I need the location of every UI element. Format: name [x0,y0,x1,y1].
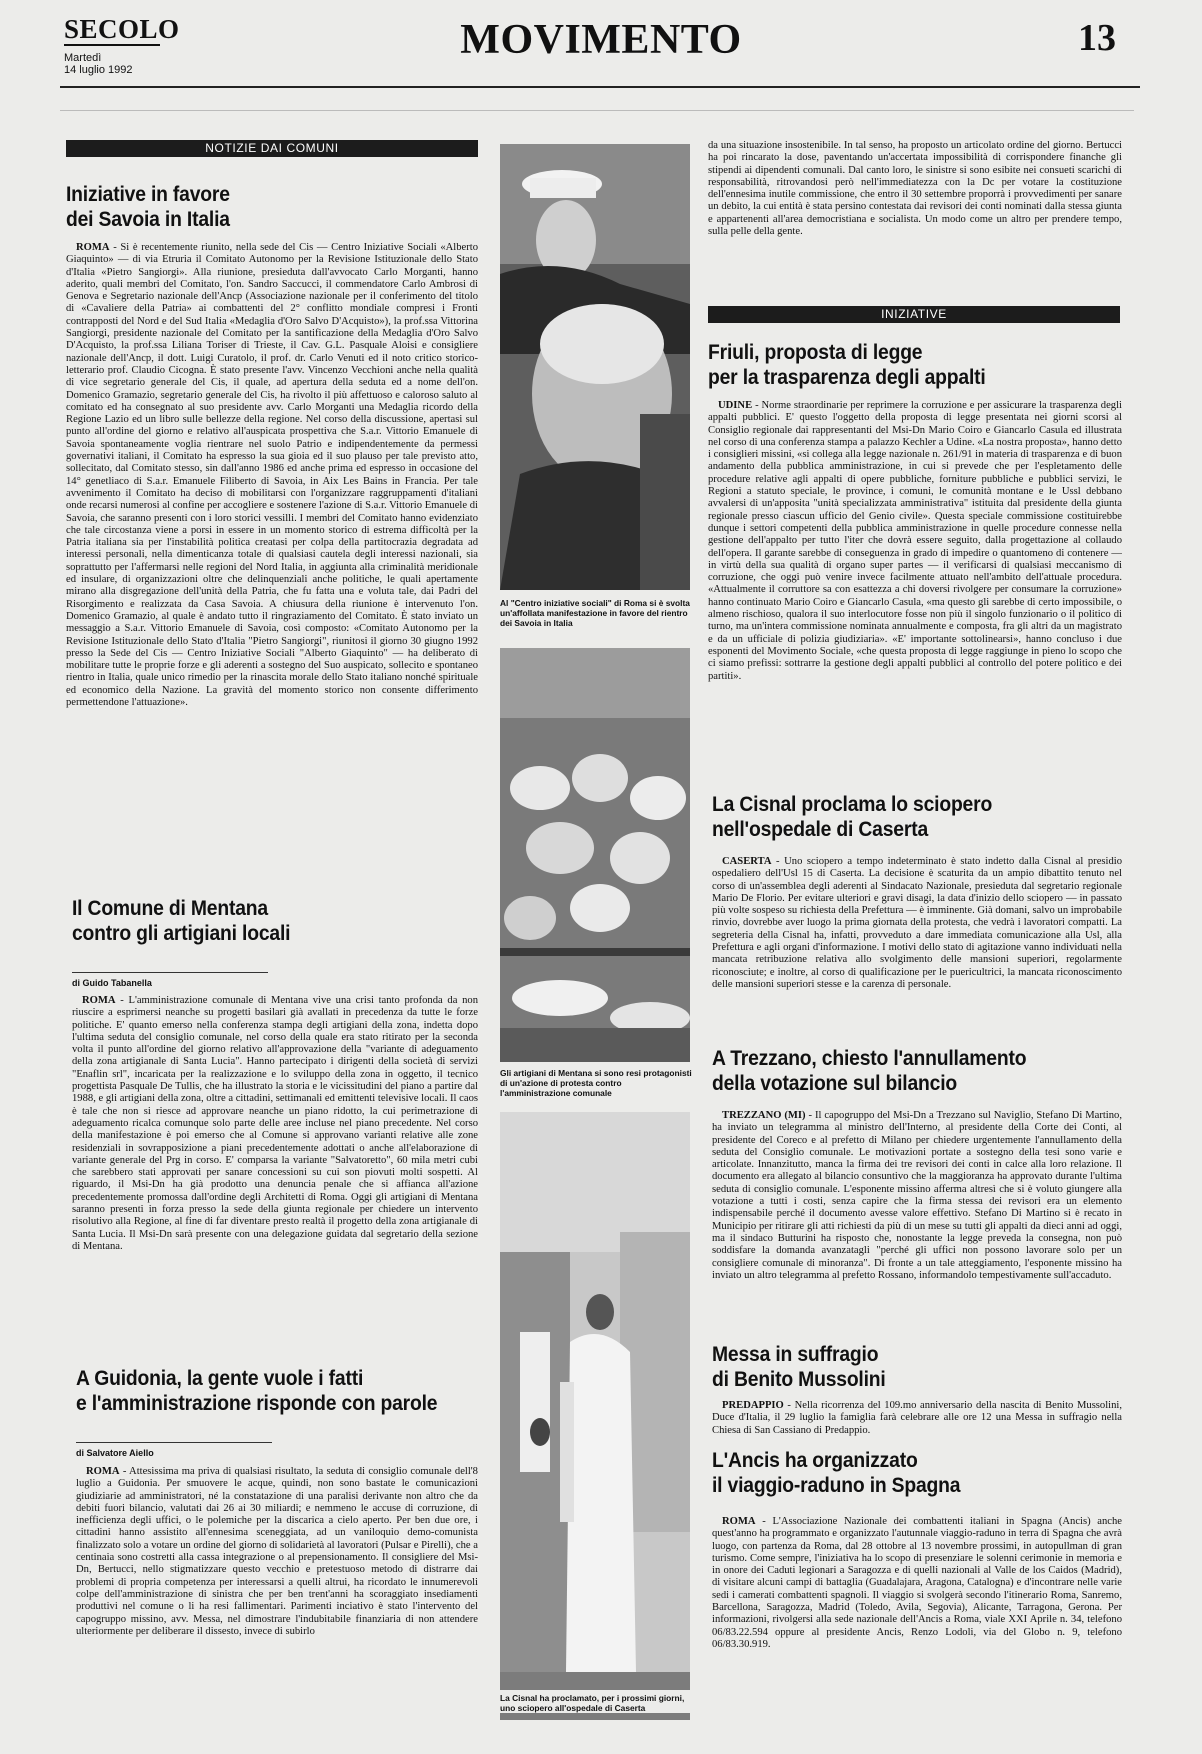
headline-line: A Guidonia, la gente vuole i fatti [76,1367,364,1390]
dateline: PREDAPPIO [722,1400,784,1411]
article-mentana-headline [72,896,472,946]
article-text: Norme straordinarie per reprimere la corruzione e per assicurare la trasparenza degli appalti pubblici. E' questo l'oggetto della proposta di legge presentata nei giorni scorsi al Consiglio regionale dai rappresentanti del Msi-Dn Mario Coiro e Giancarlo Casula ed illustrata nel corso di una conferenza stampa a palazzo Kechler a Udine. «La nostra proposta», hanno detto i consiglieri missini, «si collega alla legge nazionale n. 261/91 in materia di trasparenza e di buon andamento della pubblica amministrazione, in cui si prevede che per l'espletamento delle procedure relative agli appalti di opere pubbliche, forniture pubbliche e pubblici servizi, le Regioni a statuto speciale, le province, i comuni, le comunità montane e le Ussl debbano avvalersi di un'apposita "unità specializzata amministrativa" istituita dal presidente della giunta regionale presso ciascun ufficio del Genio civile». Questa speciale commissione costituirebbe dunque i settori competenti della pubblica amministrazione in quelle procedure connesse nella gestione dell'appalto per tutto l'iter che dovrà essere seguito, dalla progettazione al collaudo dell'opera. Il garante sarebbe di conseguenza in grado di impedire o quantomeno di contenere — in virtù della sua qualità di organo super partes — il verificarsi di qualsiasi meccanismo di corruzione, che oggi può venire invece facilmente attuato nell'ambito dell'attuale procedura. «Attualmente il corruttore sa con esattezza a chi doversi rivolgere per consumare la corruzione» hanno continuato Mario Coiro e Giancarlo Casula, «ma questo gli sarebbe di certo impossibile, o almeno rischioso, qualora il suo interlocutore fosse non più il singolo funzionario o il politico di turno, ma un'intera commissione nominata annualmente e composta, fra gli altri da un magistrato e da un ufficiale di polizia giudiziaria». «E' importante sottolinearsi», hanno concluso i due esponenti del Movimento Sociale, «che questa proposta di legge raggiunge in pieno lo scopo che ci siamo prefissi: sottrarre la gestione degli appalti pubblici al controllo del potere politico e dei partiti». [708,400,1122,682]
headline-line: La Cisnal proclama lo sciopero [712,793,993,816]
photo-ospedale-graphic [500,1112,690,1720]
masthead-logo: SECOLO [64,14,180,44]
caption-artigiani: Gli artigiani di Mentana si sono resi protagonisti di un'azione di protesta contro l'amministrazione comunale [500,1068,692,1098]
headline-line: il viaggio-raduno in Spagna [712,1474,961,1497]
article-text: Si è recentemente riunito, nella sede del Cis — Centro Iniziative Sociali «Alberto Giaquinto» — di via Etruria il Comitato Autonomo per la Revisione Istituzionale dello Stato d'Italia «Pietro Sangiorgi». Alla riunione, presieduta dall'avvocato Carlo Morganti, hanno aderito, quali membri del Comitato, l'on. Sandro Saccucci, il commendatore Carlo Ambrosi di Genova e Segretario nazionale dell'Ancp (Associazione nazionale per il conferimento del titolo di «Cavaliere della Patria» ai combattenti del 2° conflitto mondiale compresi i Fronti contrapposti del Nord e del Sud Italia «Medaglia d'Oro Salvo D'Acquisto»), la prof.ssa Vittorina Sangiorgi, presidente nazionale del Comitato per la santificazione della Medaglia d'Oro Salvo D'Acquisto, la prof.ssa Liliana Toriser di Trieste, il Cav. G.L. Pasquale Aloisi e consigliere nazionale dell'Ancp, il dott. Luigi Curatolo, il prof. dr. Carlo Venuti ed il noto critico storico-letterario prof. Claudio Cicogna. È stato presente l'avv. Vincenzo Vecchioni anche nella qualità di vice segretario generale del Cis, il quale, ad apertura della seduta ed a nome dell'on. Domenico Gramazio, segretario generale del Cis, ha rivolto il più affettuoso e caloroso saluto al comitato ed ha consegnato al suo presidente avv. Carlo Morganti una Medaglia ricordo della Regione Lazio ed un libro sulle bellezze della regione. Nel corso della discussione, apertasi sul punto all'ordine del giorno e relativo all'auspicata prospettiva che S.a.r. Vittorio Emanuele di Savoia spontaneamente voglia rientrare nel suolo Patrio e indipendentemente da permessi governativi italiani, il Comitato ha espresso la sua gioia ed il suo plauso per tale previsto atto, sollecitato, dal Comitato stesso, sin dall'anno 1986 ed anche prima ed espresso in occasione del 14° genetliaco di S.a.r. Emanuele Filiberto di Savoia, in Aix Les Bains in Francia. Per tale avvenimento il Comitato ha deciso di mobilitarsi con l'organizzare raggruppamenti d'italiani onde recarsi numerosi al confine per accogliere e sostenere l'azione di S.a.r. Vittorio Emanuele di Savoia, che saranno presenti con i loro storici vessilli. I membri del Comitato hanno evidenziato che tale circostanza viene a porsi in essere in un momento storico di estrema difficoltà per la Patria italiana sia per l'instabilità politica creatasi per colpa della partitocrazia degradata ad interessi personali, nella dimenticanza totale di qualsiasi cautela degli interessi nazionali, sia soprattutto per l'affermarsi nelle regioni del Nord Italia, in aggiunta alla criminalità meridionale ed insulare, di organizzazioni oltre che delinquenziali anche politiche, le quali apertamente mirano alla disgregazione dell'unità della Patria, che fu fatta una e voluta tale, dai Padri del Risorgimento e realizzata da Casa Savoia. A chiusura della riunione è intervenuto l'on. Domenico Gramazio, al quale è andato tutto il ringraziamento del Comitato. È stato inviato un messaggio a S.a.r. Vittorio Emanuele di Savoia, così composto: «Comitato Autonomo per la Revisione Istituzionale dello Stato d'Italia "Pietro Sangiorgi", riunitosi il giorno 30 giugno 1992 presso la Sede del Cis — Centro Iniziative Sociali "Alberto Giaquinto" — ha deliberato di mobilitare tutte le proprie forze e gli aderenti a sostegno del Suo auspicato, sollecito e spontaneo rientro in Italia, quale unico rimedio per la rinascita morale dello Stato italiano nonché spirituale ed economico della Nazione. La gravità del momento storico non consente differimento permettendone l'attuazione». [66,242,478,708]
section-title: MOVIMENTO [460,17,742,63]
masthead-day: Martedì [64,52,102,64]
photo-savoia-graphic [500,144,690,590]
byline: di Guido Tabanella [72,978,152,988]
headline-line: della votazione sul bilancio [712,1072,957,1095]
masthead-date-text: 14 luglio 1992 [64,64,133,76]
headline-line: Iniziative in favore [66,183,230,206]
headline-line: contro gli artigiani locali [72,922,291,945]
article-guidonia-body: ROMA - Attesissima ma priva di qualsiasi risultato, la seduta di consiglio comunale dell'8 luglio a Guidonia. Per smuovere le acque, quindi, non sono bastate le comunicazioni giudiziarie ad amministratori, né la constatazione di una paralisi derivante non altro che da debiti fuori bilancio, valutati dai 26 ai 30 miliardi; e nemmeno le accuse di corruzione, di inefficienza degli uffici, o le polemiche per la discarica a cielo aperto. Per ben due ore, i cittadini hanno assistito all'ennesima sceneggiata, ad un vaniloquio demo-comunista finalizzato solo a votare un ordine del giorno di solidarietà al lavoratori (Pulsar e Pirelli), che a centinaia sono costretti alla cassa integrazione o al prepensionamento. Il consigliere del Msi-Dn, Bertucci, nello stigmatizzare questo vecchio e pretestuoso metodo di distrarre dai problemi di propria competenza per interessarsi a quelli altrui, ha ricordato le innumerevoli colpe dell'amministrazione di sinistra che per ben trent'anni ha scoraggiato insediamenti produttivi nel comune o li ha resi fallimentari. Parimenti inciativo è stato l'intervento del capogruppo missino, avv. Messa, nel dimostrare l'indubitabile finanziaria di non attendere ulteriormente per deliberare il dissesto, invece di subirlo [76,1466,478,1637]
byline: di Salvatore Aiello [76,1448,154,1458]
headline-line: per la trasparenza degli appalti [708,366,986,389]
article-text: Il capogruppo del Msi-Dn a Trezzano sul Naviglio, Stefano Di Martino, ha inviato un telegramma al ministro dell'Interno, al presidente della Corte dei Conti, al presidente del Coreco e al prefetto di Milano per chiedere urgentemente l'annullamento della seduta del Consiglio comunale. Le motivazioni portate a sostegno della tesi sono varie e articolate. Innanzitutto, manca la firma dei tre revisori dei conti in calce alla loro relazione. Il documento era allegato al bilancio consuntivo che la maggioranza ha approvato durante l'ultima seduta di consiglio comunale. L'esponente missino afferma altresì che si è voluto giungere alla votazione a tutti i costi, senza capire che la firma stessa dei revisori era un elemento indispensabile perché il documento avesse valore effettivo. Stefano Di Martino si è recato in Municipio per ritirare gli atti richiesti da più di un mese su tutti gli appalti da dieci anni ad oggi, ma il sindaco Butturini ha risposto che, nonostante la legge preveda la consegna, non può soddisfare la domanda avanzatagli "perché gli uffici non possono lavorare solo per un consigliere comunale di minoranza". Di fronte a un tale atteggiamento, l'esponente missino ha inviato un altro telegramma al prefetto Rossano, informandolo tempestivamente sull'accaduto. [712,1110,1122,1281]
article-cisnal-headline [712,792,1132,842]
headline-line: Messa in suffragio [712,1343,879,1366]
dateline: ROMA [722,1516,756,1527]
article-text: Nella ricorrenza del 109.mo anniversario della nascita di Benito Mussolini, Duce d'Italia, il 29 luglio la famiglia farà celebrare alle ore 12 una Messa in suffragio nella Chiesa di San Cassiano di Predappio. [712,1400,1122,1436]
dateline: TREZZANO (MI) [722,1110,806,1121]
article-guidonia-continuation [708,140,1122,276]
headline-line: A Trezzano, chiesto l'annullamento [712,1047,1027,1070]
article-mentana-body: ROMA - L'amministrazione comunale di Mentana vive una crisi tanto profonda da non riuscire a esprimersi neanche su progetti basilari già avallati in precedenza da tutte le forze politiche. E' quanto emerso nella conferenza stampa degli artigiani della zona, indetta dopo l'ultima seduta del consiglio comunale, nel corso della quale era stato ritirato per la seconda volta il punto all'ordine del giorno relativo all'approvazione della "variante di adeguamento della zona artigianale di Santa Lucia". Hanno partecipato i dirigenti della società di servizi "Enaflin srl", incaricata per la realizzazione e lo sviluppo della zona in oggetto, il tecnico progettista Pasquale De Tullis, che ha illustrato la storia e le vicissitudini del piano a partire dal 1988, e gli artigiani della zona, oltre a cittadini, settimanali ed emittenti televisive locali. Il caos è tale che non si riesce ad approvare neanche un piano ridotto, la cui perimetrazione di adeguamento ricalca comunque solo parte delle aree incluse nel piano precedente. Nel corso della manifestazione è poi emerso che al Comune si approvano varianti relative alle zone residenziali in sovrapposizione a piani precedentemente adottati o anche all'elaborazione di variante generale del Prg in corso. E' comparsa la variante "Salvatoretto", 60 mila metri cubi che sarebbero stati approvati per sanare concessioni su cui son piovuti molti sospetti. Al riguardo, il Msi-Dn ha già prodotto una denuncia penale che si affianca all'azione precedentemente promossa dall'ordine degli Architetti di Roma. Oggi gli artigiani di Mentana saranno presenti in forza presso la sede della giunta regionale per chiedere un intervento risolutivo alla Regione, al fine di far diventare presto realtà il progetto della zona artigianale di Santa Lucia. Il Msi-Dn sarà presente con una delegazione guidata dal segretario della sezione di Mentana. [72,995,478,1252]
page-number: 13 [1078,17,1116,59]
dateline: CASERTA [722,856,772,867]
section-bar-notizie: NOTIZIE DAI COMUNI [66,140,478,157]
byline-rule [72,972,268,973]
article-cisnal-body: CASERTA - Uno sciopero a tempo indeterminato è stato indetto dalla Cisnal al presidio ospedaliero dell'Usl 15 di Caserta. La decisione è scaturita da un ampio dibattito tenuto nel corso di un'assemblea degli aderenti al Sindacato Nazionale, presieduta dal segretario regionale Mario De Florio. Per evitare ulteriori e gravi disagi, la data d'inizio dello sciopero — in passato più volte sospeso su richiesta della Prefettura — è imminente. Già domani, salvo un improbabile rinvio, dovrebbe aver luogo la prima giornata della protesta, che vedrà i lavoratori compatti. La segreteria della Cisnal ha, infatti, provveduto a dare immediata comunicazione alla Usl, alla Prefettura e agli organi d'informazione. I motivi dello stato di agitazione vanno individuati nella mancata retribuzione relativa allo svolgimento delle mansioni superiori, regolarmente riconosciute; e inoltre, al corso di qualificazione per le puericultrici, la mancata riconoscimento delle mansioni superiori stesse e la carenza di personale. [712,856,1122,990]
caption-savoia: Al "Centro iniziative sociali" di Roma si è svolta un'affollata manifestazione in favore del rientro dei Savoia in Italia [500,598,690,628]
photo-artigiani-ceramics [500,648,690,1062]
article-mussolini-headline [712,1342,1132,1392]
headline-line: Il Comune di Mentana [72,897,268,920]
article-savoia-headline [66,182,486,232]
top-rule [60,86,1140,88]
photo-savoia-event [500,144,690,590]
dateline: UDINE [718,400,753,411]
article-text: Attesissima ma priva di qualsiasi risultato, la seduta di consiglio comunale dell'8 luglio a Guidonia. Per smuovere le acque, quindi, non sono bastate le comunicazioni giudiziarie ad amministratori, né la constatazione di una paralisi derivante non altro che da debiti fuori bilancio, valutati dai 26 ai 30 miliardi; e nemmeno le accuse di corruzione, di inefficienza degli uffici, o le polemiche per la discarica a cielo aperto. Per ben due ore, i cittadini hanno assistito all'ennesima sceneggiata, ad un vaniloquio demo-comunista finalizzato solo a votare un ordine del giorno di solidarietà al lavoratori (Pulsar e Pirelli), che a centinaia sono costretti alla cassa integrazione o al prepensionamento. Il consigliere del Msi-Dn, Bertucci, nello stigmatizzare questo vecchio e pretestuoso metodo di distrarre dai problemi di propria competenza per interessarsi a quelli altrui, ha ricordato le innumerevoli colpe dell'amministrazione di sinistra che per ben trent'anni ha scoraggiato insediamenti produttivi nel comune o li ha resi fallimentari. Parimenti inciativo è stato l'intervento del capogruppo missino, avv. Messa, nel dimostrare l'indubitabile finanziaria di non attendere ulteriormente per deliberare il dissesto, invece di subirlo [76,1466,478,1637]
article-savoia-body: ROMA - Si è recentemente riunito, nella sede del Cis — Centro Iniziative Sociali «Alberto Giaquinto» — di via Etruria il Comitato Autonomo per la Revisione Istituzionale dello Stato d'Italia «Pietro Sangiorgi». Alla riunione, presieduta dall'avvocato Carlo Morganti, hanno aderito, quali membri del Comitato, l'on. Sandro Saccucci, il commendatore Carlo Ambrosi di Genova e Segretario nazionale dell'Ancp (Associazione nazionale per il conferimento del titolo di «Cavaliere della Patria» ai combattenti del 2° conflitto mondiale compresi i Fronti contrapposti del Nord e del Sud Italia «Medaglia d'Oro Salvo D'Acquisto»), la prof.ssa Vittorina Sangiorgi, presidente nazionale del Comitato per la santificazione della Medaglia d'Oro Salvo D'Acquisto, la prof.ssa Liliana Toriser di Trieste, il Cav. G.L. Pasquale Aloisi e consigliere nazionale dell'Ancp, il dott. Luigi Curatolo, il prof. dr. Carlo Venuti ed il noto critico storico-letterario prof. Claudio Cicogna. È stato presente l'avv. Vincenzo Vecchioni anche nella qualità di vice segretario generale del Cis, il quale, ad apertura della seduta ed a nome dell'on. Domenico Gramazio, segretario generale del Cis, ha rivolto il più affettuoso e caloroso saluto al comitato ed ha consegnato al suo presidente avv. Carlo Morganti una Medaglia ricordo della Regione Lazio ed un libro sulle bellezze della regione. Nel corso della discussione, apertasi sul punto all'ordine del giorno e relativo all'auspicata prospettiva che S.a.r. Vittorio Emanuele di Savoia spontaneamente voglia rientrare nel suolo Patrio e indipendentemente da permessi governativi italiani, il Comitato ha espresso la sua gioia ed il suo plauso per tale previsto atto, sollecitato, dal Comitato stesso, sin dall'anno 1986 ed anche prima ed espresso in occasione del 14° genetliaco di S.a.r. Emanuele Filiberto di Savoia, in Aix Les Bains in Francia. Per tale avvenimento il Comitato ha deciso di mobilitarsi con l'organizzare raggruppamenti d'italiani onde recarsi numerosi al confine per accogliere e sostenere l'azione di S.a.r. Vittorio Emanuele di Savoia, che saranno presenti con i loro storici vessilli. I membri del Comitato hanno evidenziato che tale circostanza viene a porsi in essere in un momento storico di estrema difficoltà per la Patria italiana sia per l'instabilità politica creatasi per colpa della partitocrazia degradata ad interessi personali, nella dimenticanza totale di qualsiasi cautela degli interessi nazionali, sia soprattutto per l'affermarsi nelle regioni del Nord Italia, in aggiunta alla criminalità meridionale ed insulare, di organizzazioni oltre che delinquenziali anche politiche, le quali apertamente mirano alla disgregazione dell'unità della Patria, che fu fatta una e voluta tale, dai Padri del Risorgimento e realizzata da Casa Savoia. A chiusura della riunione è intervenuto l'on. Domenico Gramazio, al quale è andato tutto il ringraziamento del Comitato. È stato inviato un messaggio a S.a.r. Vittorio Emanuele di Savoia, così composto: «Comitato Autonomo per la Revisione Istituzionale dello Stato d'Italia "Pietro Sangiorgi", riunitosi il giorno 30 giugno 1992 presso la Sede del Cis — Centro Iniziative Sociali "Alberto Giaquinto" — ha deliberato di mobilitare tutte le proprie forze e gli aderenti a sostegno del Suo auspicato, sollecito e spontaneo rientro in Italia, quale unico rimedio per la rinascita morale dello Stato italiano nonché spirituale ed economico della Nazione. La gravità del momento storico non consente differimento permettendone l'attuazione». [66,242,478,708]
dateline: ROMA [82,995,116,1006]
article-ancis-headline [712,1448,1132,1498]
headline-line: di Benito Mussolini [712,1368,886,1391]
byline-rule [76,1442,272,1443]
photo-ceramics-graphic [500,648,690,1062]
article-friuli-headline [708,340,1128,390]
article-mussolini-body: PREDAPPIO - Nella ricorrenza del 109.mo anniversario della nascita di Benito Mussolini, Duce d'Italia, il 29 luglio la famiglia farà celebrare alle ore 12 una Messa in suffragio nella Chiesa di San Cassiano di Predappio. [712,1400,1122,1436]
article-text: L'Associazione Nazionale dei combattenti italiani in Spagna (Ancis) anche quest'anno ha programmato e organizzato l'autunnale viaggio-raduno in terra di Spagna che avrà luogo, con partenza da Roma, dal 28 ottobre al 13 novembre prossimi, in autopullman di gran turismo. Come sempre, l'iniziativa ha lo scopo di presenziare le solenni cerimonie in memoria e in onore dei Caduti legionari a Saragozza e di quelli nazionali al Valle de los Caidos (Madrid), di visitare alcuni campi di battaglia (Guadalajara, Aragona, Catalogna) e d'incontrare nelle varie sedi i camerati combattenti spagnoli. Il viaggio si svolgerà secondo l'itinerario Roma, Sanremo, Barcellona, Saragozza, Madrid (Toledo, Avila, Segovia), Alicante, Tarragona, Gerona. Per informazioni, rivolgersi alla sede nazionale dell'Ancis a Roma, viale XXI Aprile n. 34, telefono 06/83.22.594 oppure al presidente Ancis, Renzo Lodoli, via del Globo n. 9, telefono 06/83.30.919. [712,1516,1122,1650]
article-text: L'amministrazione comunale di Mentana vive una crisi tanto profonda da non riuscire a esprimersi neanche su progetti basilari già avallati in precedenza da tutte le forze politiche. E' quanto emerso nella conferenza stampa degli artigiani della zona, indetta dopo l'ultima seduta del consiglio comunale, nel corso della quale era stato ritirato per la seconda volta il punto all'ordine del giorno relativo all'approvazione della "variante di adeguamento della zona artigianale di Santa Lucia". Hanno partecipato i dirigenti della società di servizi "Enaflin srl", incaricata per la realizzazione e lo sviluppo della zona in oggetto, il tecnico progettista Pasquale De Tullis, che ha illustrato la storia e le vicissitudini del piano a partire dal 1988, e gli artigiani della zona, oltre a cittadini, settimanali ed emittenti televisive locali. Il caos è tale che non si riesce ad approvare neanche un piano ridotto, la cui perimetrazione di adeguamento ricalca comunque solo parte delle aree incluse nel piano precedente. Nel corso della manifestazione è poi emerso che al Comune si approvano varianti relative alle zone residenziali in sovrapposizione a piani precedentemente adottati o anche all'elaborazione di variante generale del Prg in corso. E' comparsa la variante "Salvatoretto", 60 mila metri cubi che sarebbero stati approvati per sanare concessioni su cui son piovuti molti sospetti. Al riguardo, il Msi-Dn ha già prodotto una denuncia penale che si affianca all'azione precedentemente promossa dall'ordine degli Architetti di Roma. Oggi gli artigiani di Mentana saranno presenti in forza presso la sede della giunta regionale per chiedere un intervento risolutivo alla Regione, al fine di far diventare presto realtà il progetto della zona artigianale di Santa Lucia. Il Msi-Dn sarà presente con una delegazione guidata dal segretario della sezione di Mentana. [72,995,478,1252]
article-text: Uno sciopero a tempo indeterminato è stato indetto dalla Cisnal al presidio ospedaliero dell'Usl 15 di Caserta. La decisione è scaturita da un ampio dibattito tenuto nel corso di un'assemblea degli aderenti al Sindacato Nazionale, presieduta dal segretario regionale Mario De Florio. Per evitare ulteriori e gravi disagi, la data d'inizio dello sciopero — in passato più volte sospeso su richiesta della Prefettura — è imminente. Già domani, salvo un improbabile rinvio, dovrebbe aver luogo la prima giornata della protesta, che vedrà i lavoratori compatti. La segreteria della Cisnal ha, infatti, provveduto a dare immediata comunicazione alla Usl, alla Prefettura e agli organi d'informazione. I motivi dello stato di agitazione vanno individuati nella mancata retribuzione relativa allo svolgimento delle mansioni superiori, regolarmente riconosciute; e inoltre, al corso di qualificazione per le puericultrici, la mancata riconoscimento delle mansioni superiori stesse e la carenza di personale. [712,856,1122,990]
article-friuli-body: UDINE - Norme straordinarie per reprimere la corruzione e per assicurare la trasparenza degli appalti pubblici. E' questo l'oggetto della proposta di legge presentata nei giorni scorsi al Consiglio regionale dai rappresentanti del Msi-Dn Mario Coiro e Giancarlo Casula ed illustrata nel corso di una conferenza stampa a palazzo Kechler a Udine. «La nostra proposta», hanno detto i consiglieri missini, «si collega alla legge nazionale n. 261/91 in materia di trasparenza e di buon andamento della pubblica amministrazione, in cui si prevede che per l'espletamento delle procedure relative agli appalti di opere pubbliche, forniture pubbliche e pubblici servizi, le Regioni a statuto speciale, le province, i comuni, le comunità montane e le Ussl debbano avvalersi di un'apposita "unità specializzata amministrativa" istituita dal presidente della giunta regionale presso ciascun ufficio del Genio civile». Questa speciale commissione costituirebbe dunque i settori competenti della pubblica amministrazione in quelle procedure connesse nella gestione dell'appalto per tutto l'iter che dovrà essere seguito, dalla progettazione al collaudo dell'opera. Il garante sarebbe di conseguenza in grado di impedire o quantomeno di contenere — in virtù della sua qualità di organo super partes — il verificarsi di qualsiasi meccanismo di corruzione, che oggi può venire invece facilmente attuato nell'ambito dell'attuale procedura. «Attualmente il corruttore sa con esattezza a chi doversi rivolgere per consumare la corruzione» hanno continuato Mario Coiro e Giancarlo Casula, «ma questo gli sarebbe di certo impossibile, o almeno rischioso, qualora il suo interlocutore fosse non più il singolo funzionario o il politico di turno, ma un'intera commissione nominata annualmente e composta, fra gli altri da un magistrato e da un ufficiale di polizia giudiziaria». «E' importante sottolinearsi», hanno concluso i due esponenti del Movimento Sociale, «che questa proposta di legge raggiunge in pieno lo scopo che ci siamo prefissi: sottrarre la gestione degli appalti pubblici al controllo del potere politico e dei partiti». [708,400,1122,682]
headline-line: L'Ancis ha organizzato [712,1449,918,1472]
headline-line: Friuli, proposta di legge [708,341,923,364]
headline-line: e l'amministrazione risponde con parole [76,1392,438,1415]
article-ancis-body: ROMA - L'Associazione Nazionale dei combattenti italiani in Spagna (Ancis) anche quest'anno ha programmato e organizzato l'autunnale viaggio-raduno in terra di Spagna che avrà luogo, con partenza da Roma, dal 28 ottobre al 13 novembre prossimi, in autopullman di gran turismo. Come sempre, l'iniziativa ha lo scopo di presenziare le solenni cerimonie in memoria e in onore dei Caduti legionari a Saragozza e di quelli nazionali al Valle de los Caidos (Madrid), di visitare alcuni campi di battaglia (Guadalajara, Aragona, Catalogna) e d'incontrare nelle varie sedi i camerati combattenti spagnoli. Il viaggio si svolgerà secondo l'itinerario Roma, Sanremo, Barcellona, Saragozza, Madrid (Toledo, Avila, Segovia), Alicante, Tarragona, Gerona. Per informazioni, rivolgersi alla sede nazionale dell'Ancis a Roma, viale XXI Aprile n. 34, telefono 06/83.22.594 oppure al presidente Ancis, Renzo Lodoli, via del Globo n. 9, telefono 06/83.30.919. [712,1516,1122,1650]
caption-ospedale: La Cisnal ha proclamato, per i prossimi giorni, uno sciopero all'ospedale di Caserta [500,1690,690,1713]
article-trezzano-headline [712,1046,1132,1096]
dateline: ROMA [76,242,110,253]
dateline: ROMA [86,1466,120,1477]
section-bar-iniziative: INIZIATIVE [708,306,1120,323]
headline-line: dei Savoia in Italia [66,208,230,231]
headline-line: nell'ospedale di Caserta [712,818,929,841]
article-guidonia-headline [76,1366,480,1416]
article-trezzano-body: TREZZANO (MI) - Il capogruppo del Msi-Dn a Trezzano sul Naviglio, Stefano Di Martino, ha inviato un telegramma al ministro dell'Interno, al presidente della Corte dei Conti, al presidente del Coreco e al prefetto di Milano per chiedere urgentemente l'annullamento della seduta del Consiglio comunale. Le motivazioni portate a sostegno della tesi sono varie e articolate. Innanzitutto, manca la firma dei tre revisori dei conti in calce alla loro relazione. Il documento era allegato al bilancio consuntivo che la maggioranza ha approvato durante l'ultima seduta di consiglio comunale. L'esponente missino afferma altresì che si è voluto giungere alla votazione a tutti i costi, senza capire che la firma stessa dei revisori era un elemento indispensabile perché il documento avesse valore effettivo. Stefano Di Martino si è recato in Municipio per ritirare gli atti richiesti da più di un mese su tutti gli appalti da dieci anni ad oggi, ma il sindaco Butturini ha risposto che, nonostante la legge preveda la consegna, non può soddisfare la domanda avanzatagli "perché gli uffici non possono lavorare solo per un consigliere comunale di minoranza". Di fronte a un tale atteggiamento, l'esponente missino ha inviato un altro telegramma al prefetto Rossano, informandolo tempestivamente sull'accaduto. [712,1110,1122,1281]
article-text: da una situazione insostenibile. In tal senso, ha proposto un articolato ordine del giorno. Bertucci ha poi rincarato la dose, paventando un'accertata impossibilità di corrispondere finanche gli stipendi ai dipendenti comunali. Dal canto loro, le sinistre si sono esibite nei consueti scarichi di responsabilità, ritrovandosi però nell'immediatezza con la Dc per votare la costituzione dell'ennesima inutile commissione, che entro il 30 settembre proporrà i provvedimenti per sanare un debito, la cui entità è stata persino contestata dai revisori dei conti nominati dalla stessa giunta e appartenenti all'area democristiana e socialista. Un modo come un altro per prendere tempo, sulla pelle della gente. [708,140,1122,238]
photo-ospedale-caserta [500,1112,690,1720]
